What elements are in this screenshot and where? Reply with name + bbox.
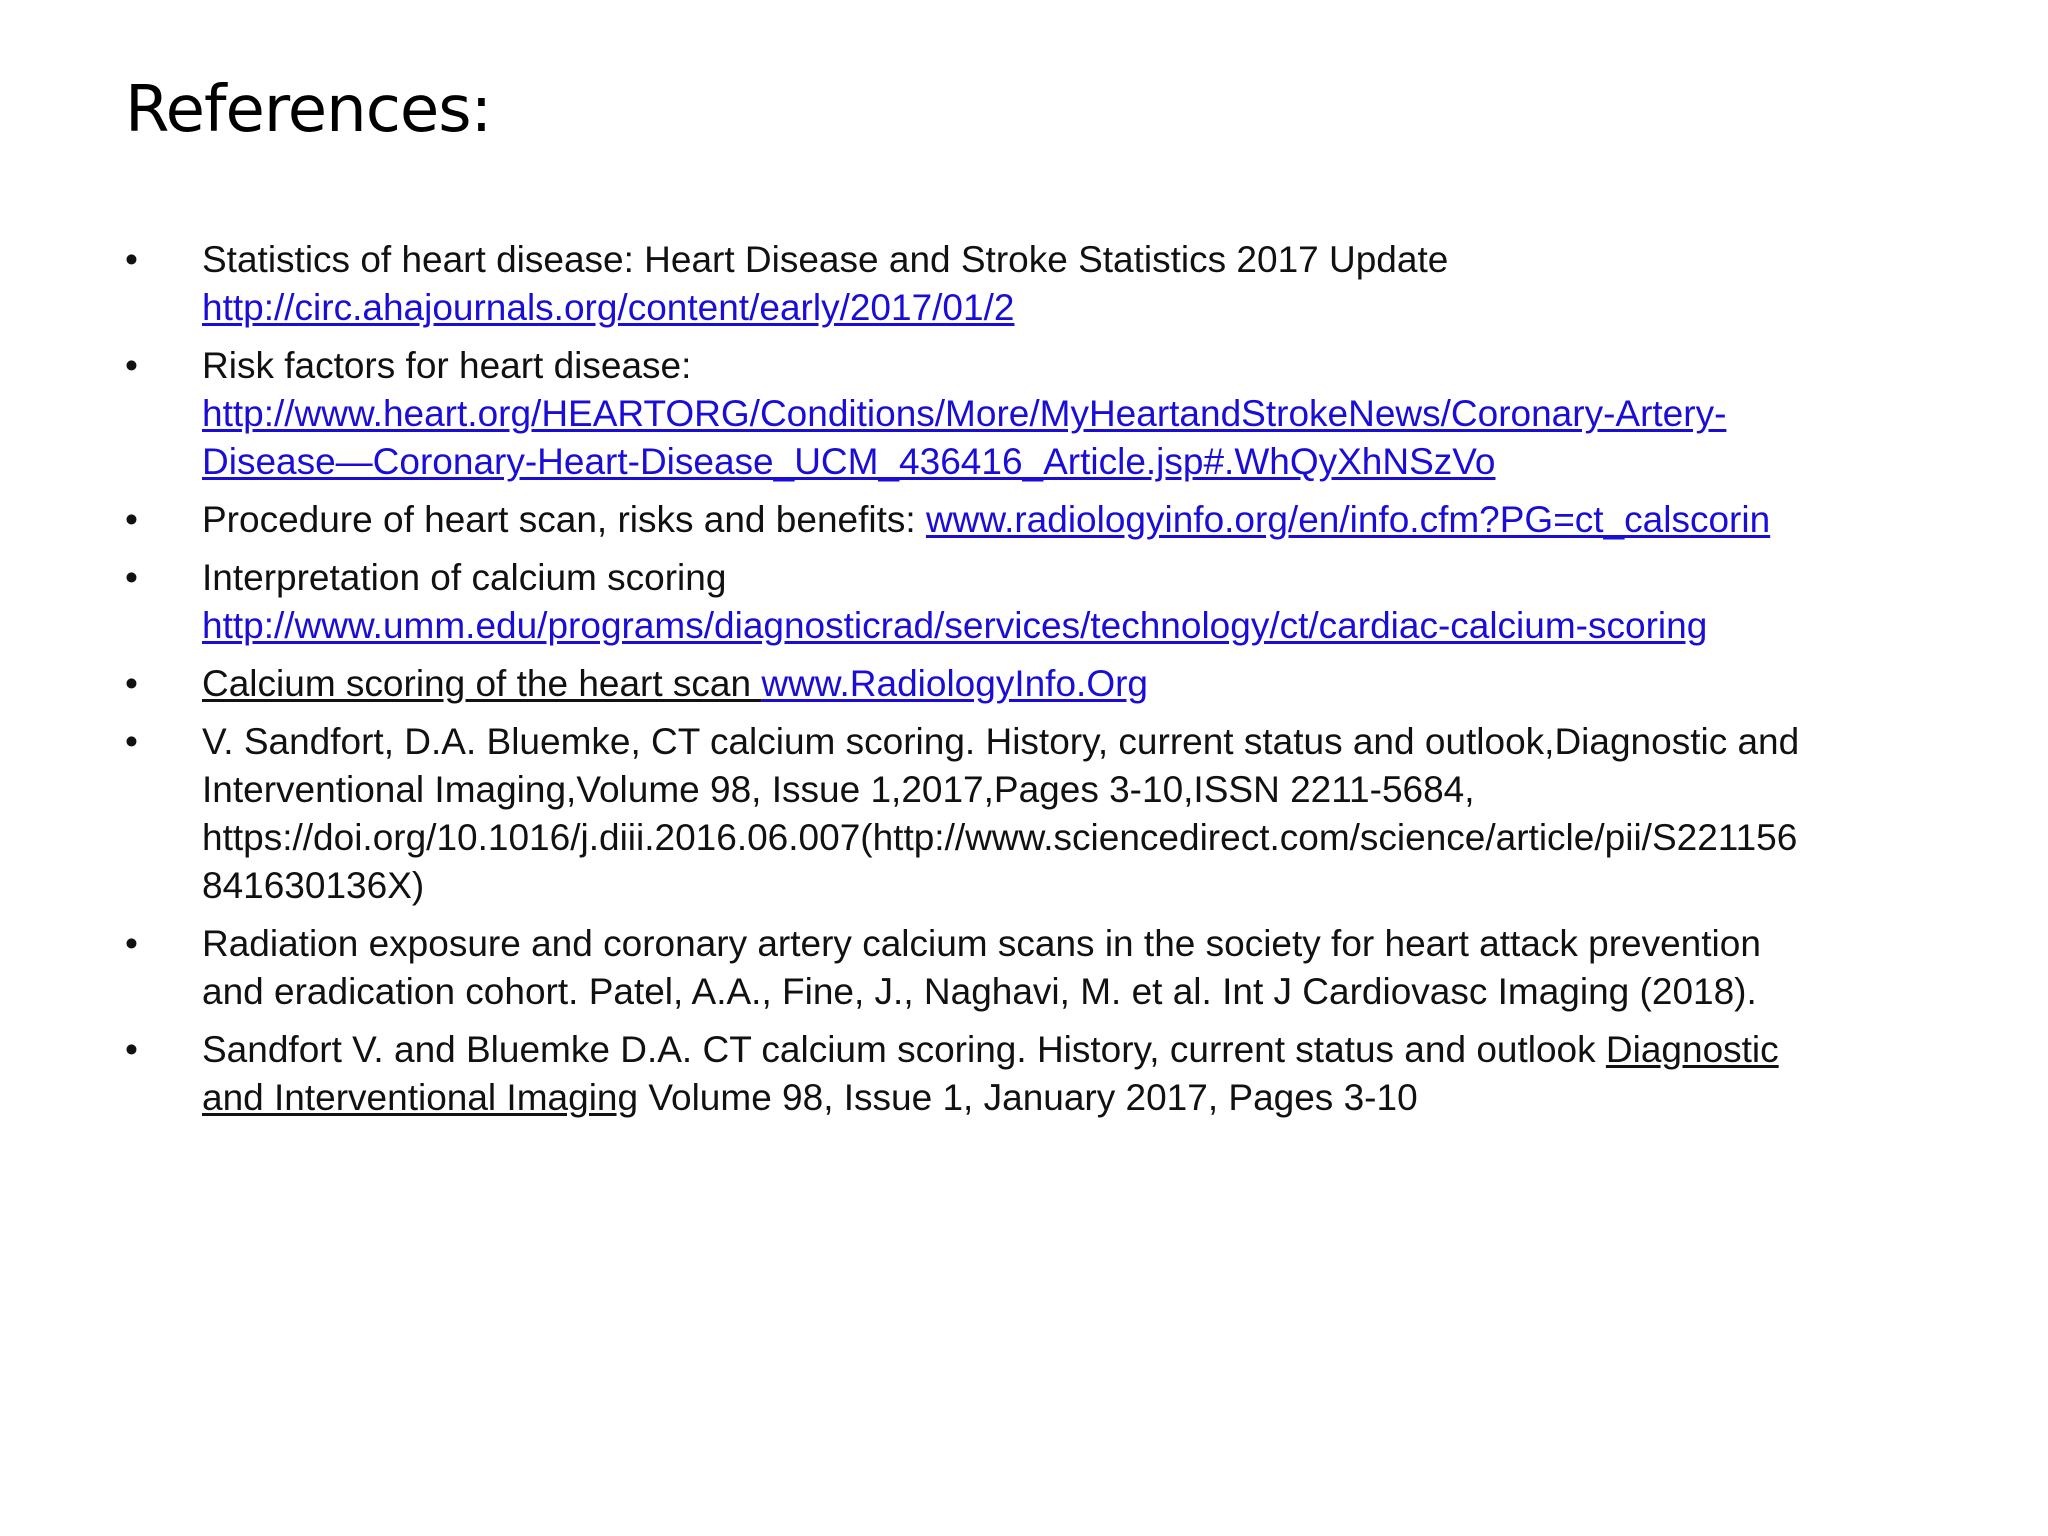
reference-line-2: Interventional Imaging,Volume 98, Issue 1,2017,Pages 3-10,ISSN 2211-5684, (202, 769, 1475, 810)
reference-item-5 (125, 660, 1955, 708)
reference-text-prefix: Sandfort V. and Bluemke D.A. CT calcium scoring. History, current status and outlook (202, 1029, 1606, 1070)
bullet-icon: • (125, 499, 138, 540)
reference-link-line-1[interactable]: http://www.heart.org/HEARTORG/Conditions/More/MyHeartandStrokeNews/Coronary-Artery- (202, 393, 1727, 434)
journal-title-part-1: Diagnostic (1605, 1029, 1779, 1070)
reference-text-suffix: Volume 98, Issue 1, January 2017, Pages 3-10 (638, 1077, 1418, 1118)
reference-link[interactable]: www.RadiologyInfo.Org (761, 663, 1148, 704)
reference-line-4: 841630136X) (202, 865, 425, 906)
reference-line-1 (202, 1026, 1955, 1074)
reference-link-line-2[interactable]: Disease—Coronary-Heart-Disease_UCM_436416_Article.jsp#.WhQyXhNSzVo (202, 441, 1496, 482)
reference-item-6 (125, 718, 1955, 910)
reference-item-7 (125, 920, 1955, 1016)
bullet-icon: • (125, 923, 138, 964)
reference-line-2 (202, 1074, 1955, 1122)
bullet-icon: • (125, 557, 138, 598)
bullet-icon: • (125, 1029, 138, 1070)
reference-item-4 (125, 554, 1955, 650)
reference-line-2: and eradication cohort. Patel, A.A., Fine, J., Naghavi, M. et al. Int J Cardiovasc Imaging (2018). (202, 971, 1757, 1012)
reference-line-3: https://doi.org/10.1016/j.diii.2016.06.007(http://www.sciencedirect.com/science/article/pii/S221156 (202, 817, 1798, 858)
reference-line-1: Radiation exposure and coronary artery calcium scans in the society for heart attack prevention (202, 923, 1761, 964)
slide-title: References: (125, 73, 492, 147)
reference-item-3 (125, 496, 1955, 544)
reference-line-1: V. Sandfort, D.A. Bluemke, CT calcium scoring. History, current status and outlook,Diagnostic and (202, 721, 1800, 762)
bullet-icon: • (125, 721, 138, 762)
journal-title-part-2: and Interventional Imaging (202, 1077, 639, 1118)
reference-underlined-text: Calcium scoring of the heart scan (202, 663, 762, 704)
reference-item-8 (125, 1026, 1955, 1122)
references-list (125, 236, 1955, 1132)
reference-text: Interpretation of calcium scoring (202, 557, 727, 598)
reference-link[interactable]: http://circ.ahajournals.org/content/early/2017/01/2 (202, 287, 1015, 328)
bullet-icon: • (125, 239, 138, 280)
reference-item-1 (125, 236, 1955, 332)
reference-text: Risk factors for heart disease: (202, 345, 692, 386)
bullet-icon: • (125, 345, 138, 386)
reference-text: Statistics of heart disease: Heart Disease and Stroke Statistics 2017 Update (202, 239, 1449, 280)
reference-text: Procedure of heart scan, risks and benefits: (202, 499, 926, 540)
reference-item-2 (125, 342, 1955, 486)
bullet-icon: • (125, 663, 138, 704)
reference-link[interactable]: http://www.umm.edu/programs/diagnosticrad/services/technology/ct/cardiac-calcium-scoring (202, 605, 1708, 646)
reference-link[interactable]: www.radiologyinfo.org/en/info.cfm?PG=ct_calscorin (925, 499, 1771, 540)
